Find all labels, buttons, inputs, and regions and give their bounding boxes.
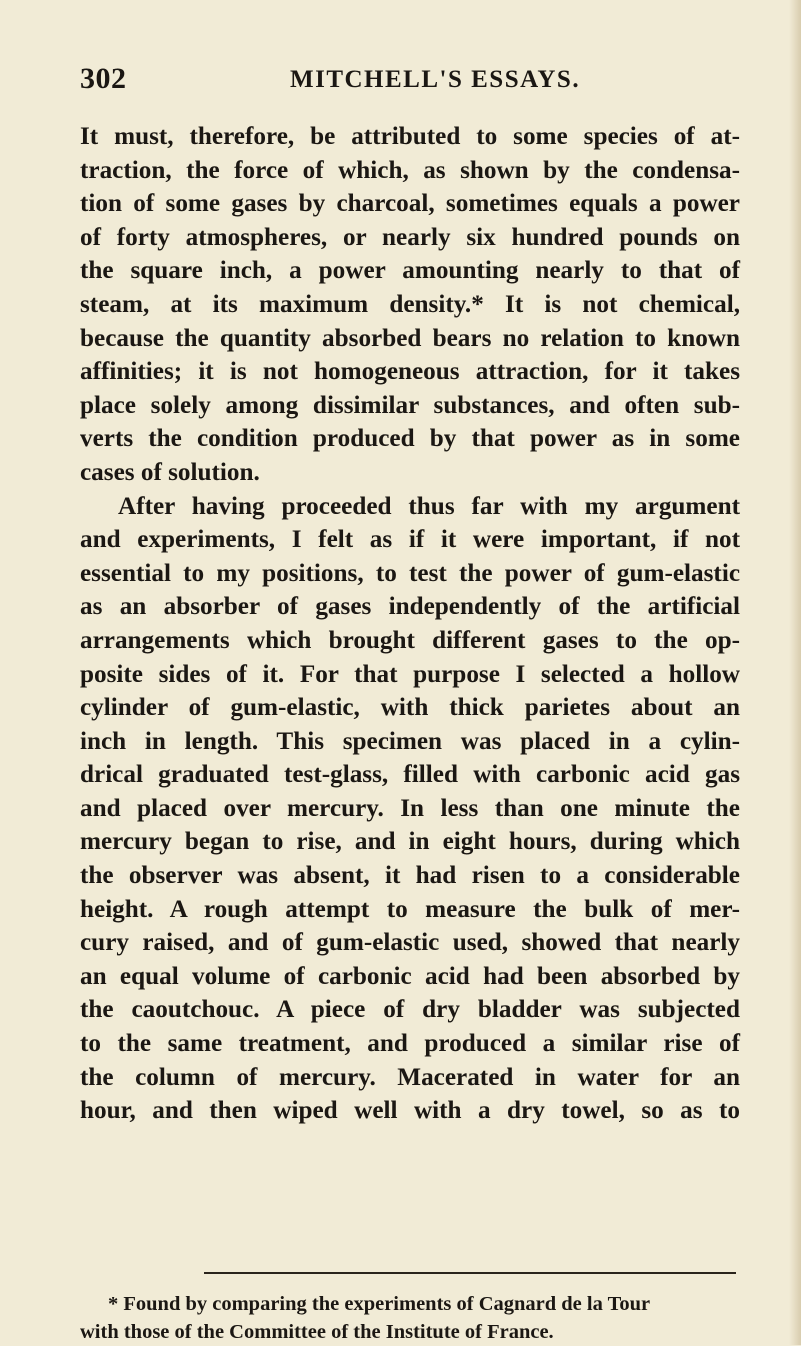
text-line-12: After having proceeded thus far with my argument [118, 492, 740, 520]
text-line-18: cylinder of gum-elastic, with thick parietes about an [80, 694, 740, 722]
text-line-14: essential to my positions, to test the power of gum-elastic [80, 559, 740, 587]
text-line-3: tion of some gases by charcoal, sometimes equals a power [80, 190, 740, 218]
text-line-23: the observer was absent, it had risen to a considerable [80, 862, 740, 890]
text-line-22: mercury began to rise, and in eight hours, during which [80, 828, 740, 856]
running-header [80, 62, 740, 98]
text-line-5: the square inch, a power amounting nearly to that of [80, 257, 740, 285]
text-line-16: arrangements which brought different gases to the op- [80, 626, 740, 654]
text-line-15: as an absorber of gases independently of the artificial [80, 593, 740, 621]
page-number: 302 [80, 62, 127, 95]
text-line-19: inch in length. This specimen was placed in a cylin- [80, 727, 740, 755]
running-title: MITCHELL'S ESSAYS. [290, 66, 581, 93]
footnote [80, 1290, 740, 1346]
text-line-30: hour, and then wiped well with a dry towel, so as to [80, 1097, 740, 1125]
text-line-7: because the quantity absorbed bears no relation to known [80, 324, 740, 352]
text-line-4: of forty atmospheres, or nearly six hundred pounds on [80, 223, 740, 251]
footnote-line-1: * Found by comparing the experiments of Cagnard de la Tour [108, 1293, 651, 1315]
text-line-6: steam, at its maximum density.* It is not chemical, [80, 290, 740, 318]
text-line-8: affinities; it is not homogeneous attraction, for it takes [80, 358, 740, 386]
body-text [80, 120, 740, 1128]
footnote-rule [204, 1272, 736, 1274]
text-line-24: height. A rough attempt to measure the bulk of mer- [80, 895, 740, 923]
text-line-26: an equal volume of carbonic acid had been absorbed by [80, 962, 740, 990]
footnote-line-2: with those of the Committee of the Institute of France. [80, 1321, 554, 1343]
text-line-11: cases of solution. [80, 458, 260, 486]
text-line-27: the caoutchouc. A piece of dry bladder was subjected [80, 996, 740, 1024]
text-line-2: traction, the force of which, as shown by the condensa- [80, 156, 740, 184]
text-line-21: and placed over mercury. In less than one minute the [80, 794, 740, 822]
text-line-20: drical graduated test-glass, filled with carbonic acid gas [80, 761, 740, 789]
text-line-28: to the same treatment, and produced a similar rise of [80, 1030, 740, 1058]
text-line-25: cury raised, and of gum-elastic used, showed that nearly [80, 929, 740, 957]
page-edge-shadow [789, 0, 801, 1345]
text-line-17: posite sides of it. For that purpose I selected a hollow [80, 660, 740, 688]
text-line-13: and experiments, I felt as if it were important, if not [80, 526, 740, 554]
text-line-10: verts the condition produced by that power as in some [80, 425, 740, 453]
text-line-29: the column of mercury. Macerated in water for an [80, 1063, 740, 1091]
text-line-1: It must, therefore, be attributed to some species of at- [80, 123, 740, 150]
text-line-9: place solely among dissimilar substances, and often sub- [80, 391, 740, 419]
